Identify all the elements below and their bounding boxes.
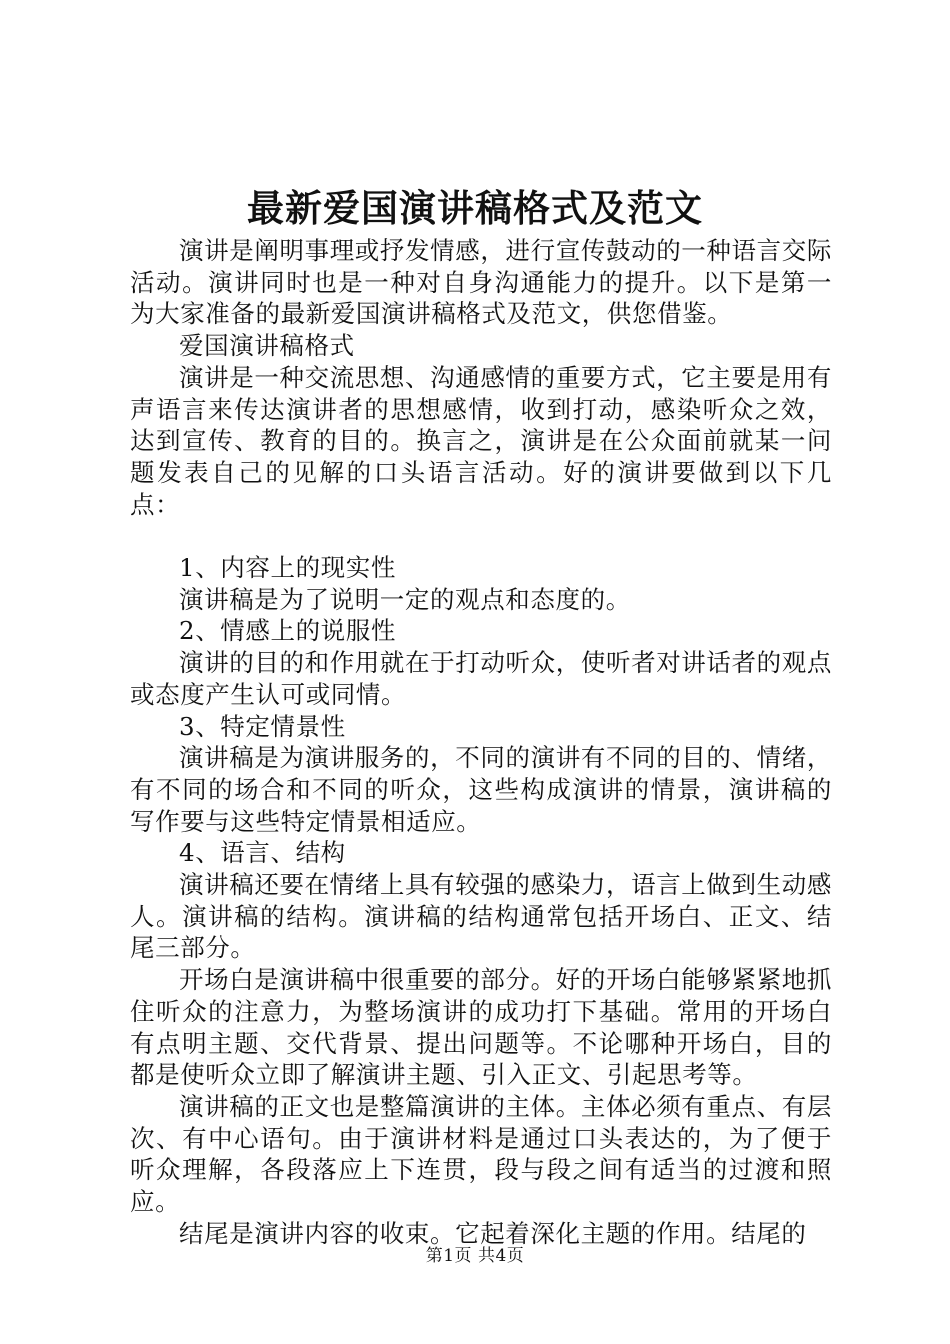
paragraph-point-2: 演讲的目的和作用就在于打动听众，使听者对讲话者的观点或态度产生认可或同情。 (130, 648, 832, 709)
document-body (130, 235, 832, 1249)
paragraph-point-3: 演讲稿是为演讲服务的，不同的演讲有不同的目的、情绪，有不同的场合和不同的听众，这些构成演讲的情景，演讲稿的写作要与这些特定情景相适应。 (130, 743, 832, 836)
paragraph-speech-definition: 演讲是一种交流思想、沟通感情的重要方式，它主要是用有声语言来传达演讲者的思想感情，收到打动，感染听众之效，达到宣传、教育的目的。换言之，演讲是在公众面前就某一问题发表自己的见解的口头语言活动。好的演讲要做到以下几点： (130, 362, 832, 519)
paragraph-opening: 开场白是演讲稿中很重要的部分。好的开场白能够紧紧地抓住听众的注意力，为整场演讲的成功打下基础。常用的开场白有点明主题、交代背景、提出问题等。不论哪种开场白，目的都是使听众立即了解演讲主题、引入正文、引起思考等。 (130, 965, 832, 1090)
paragraph-ending: 结尾是演讲内容的收束。它起着深化主题的作用。结尾的 (179, 1218, 807, 1248)
paragraph-point-4: 演讲稿还要在情绪上具有较强的感染力，语言上做到生动感人。演讲稿的结构。演讲稿的结构通常包括开场白、正文、结尾三部分。 (130, 870, 832, 963)
point-heading-2: 2、情感上的说服性 (179, 616, 396, 646)
document-title: 最新爱国演讲稿格式及范文 (247, 186, 703, 230)
page-footer: 第1页 共4页 (425, 1246, 525, 1266)
point-heading-3: 3、特定情景性 (179, 711, 346, 741)
section-heading-format: 爱国演讲稿格式 (179, 331, 355, 361)
paragraph-body: 演讲稿的正文也是整篇演讲的主体。主体必须有重点、有层次、有中心语句。由于演讲材料是通过口头表达的，为了便于听众理解，各段落应上下连贯，段与段之间有适当的过渡和照应。 (130, 1091, 832, 1217)
point-heading-4: 4、语言、结构 (179, 838, 346, 868)
paragraph-intro: 演讲是阐明事理或抒发情感，进行宣传鼓动的一种语言交际活动。演讲同时也是一种对自身沟通能力的提升。以下是第一为大家准备的最新爱国演讲稿格式及范文，供您借鉴。 (130, 236, 832, 329)
point-heading-1: 1、内容上的现实性 (179, 553, 396, 583)
paragraph-point-1: 演讲稿是为了说明一定的观点和态度的。 (179, 584, 631, 614)
blank-line (130, 520, 832, 552)
